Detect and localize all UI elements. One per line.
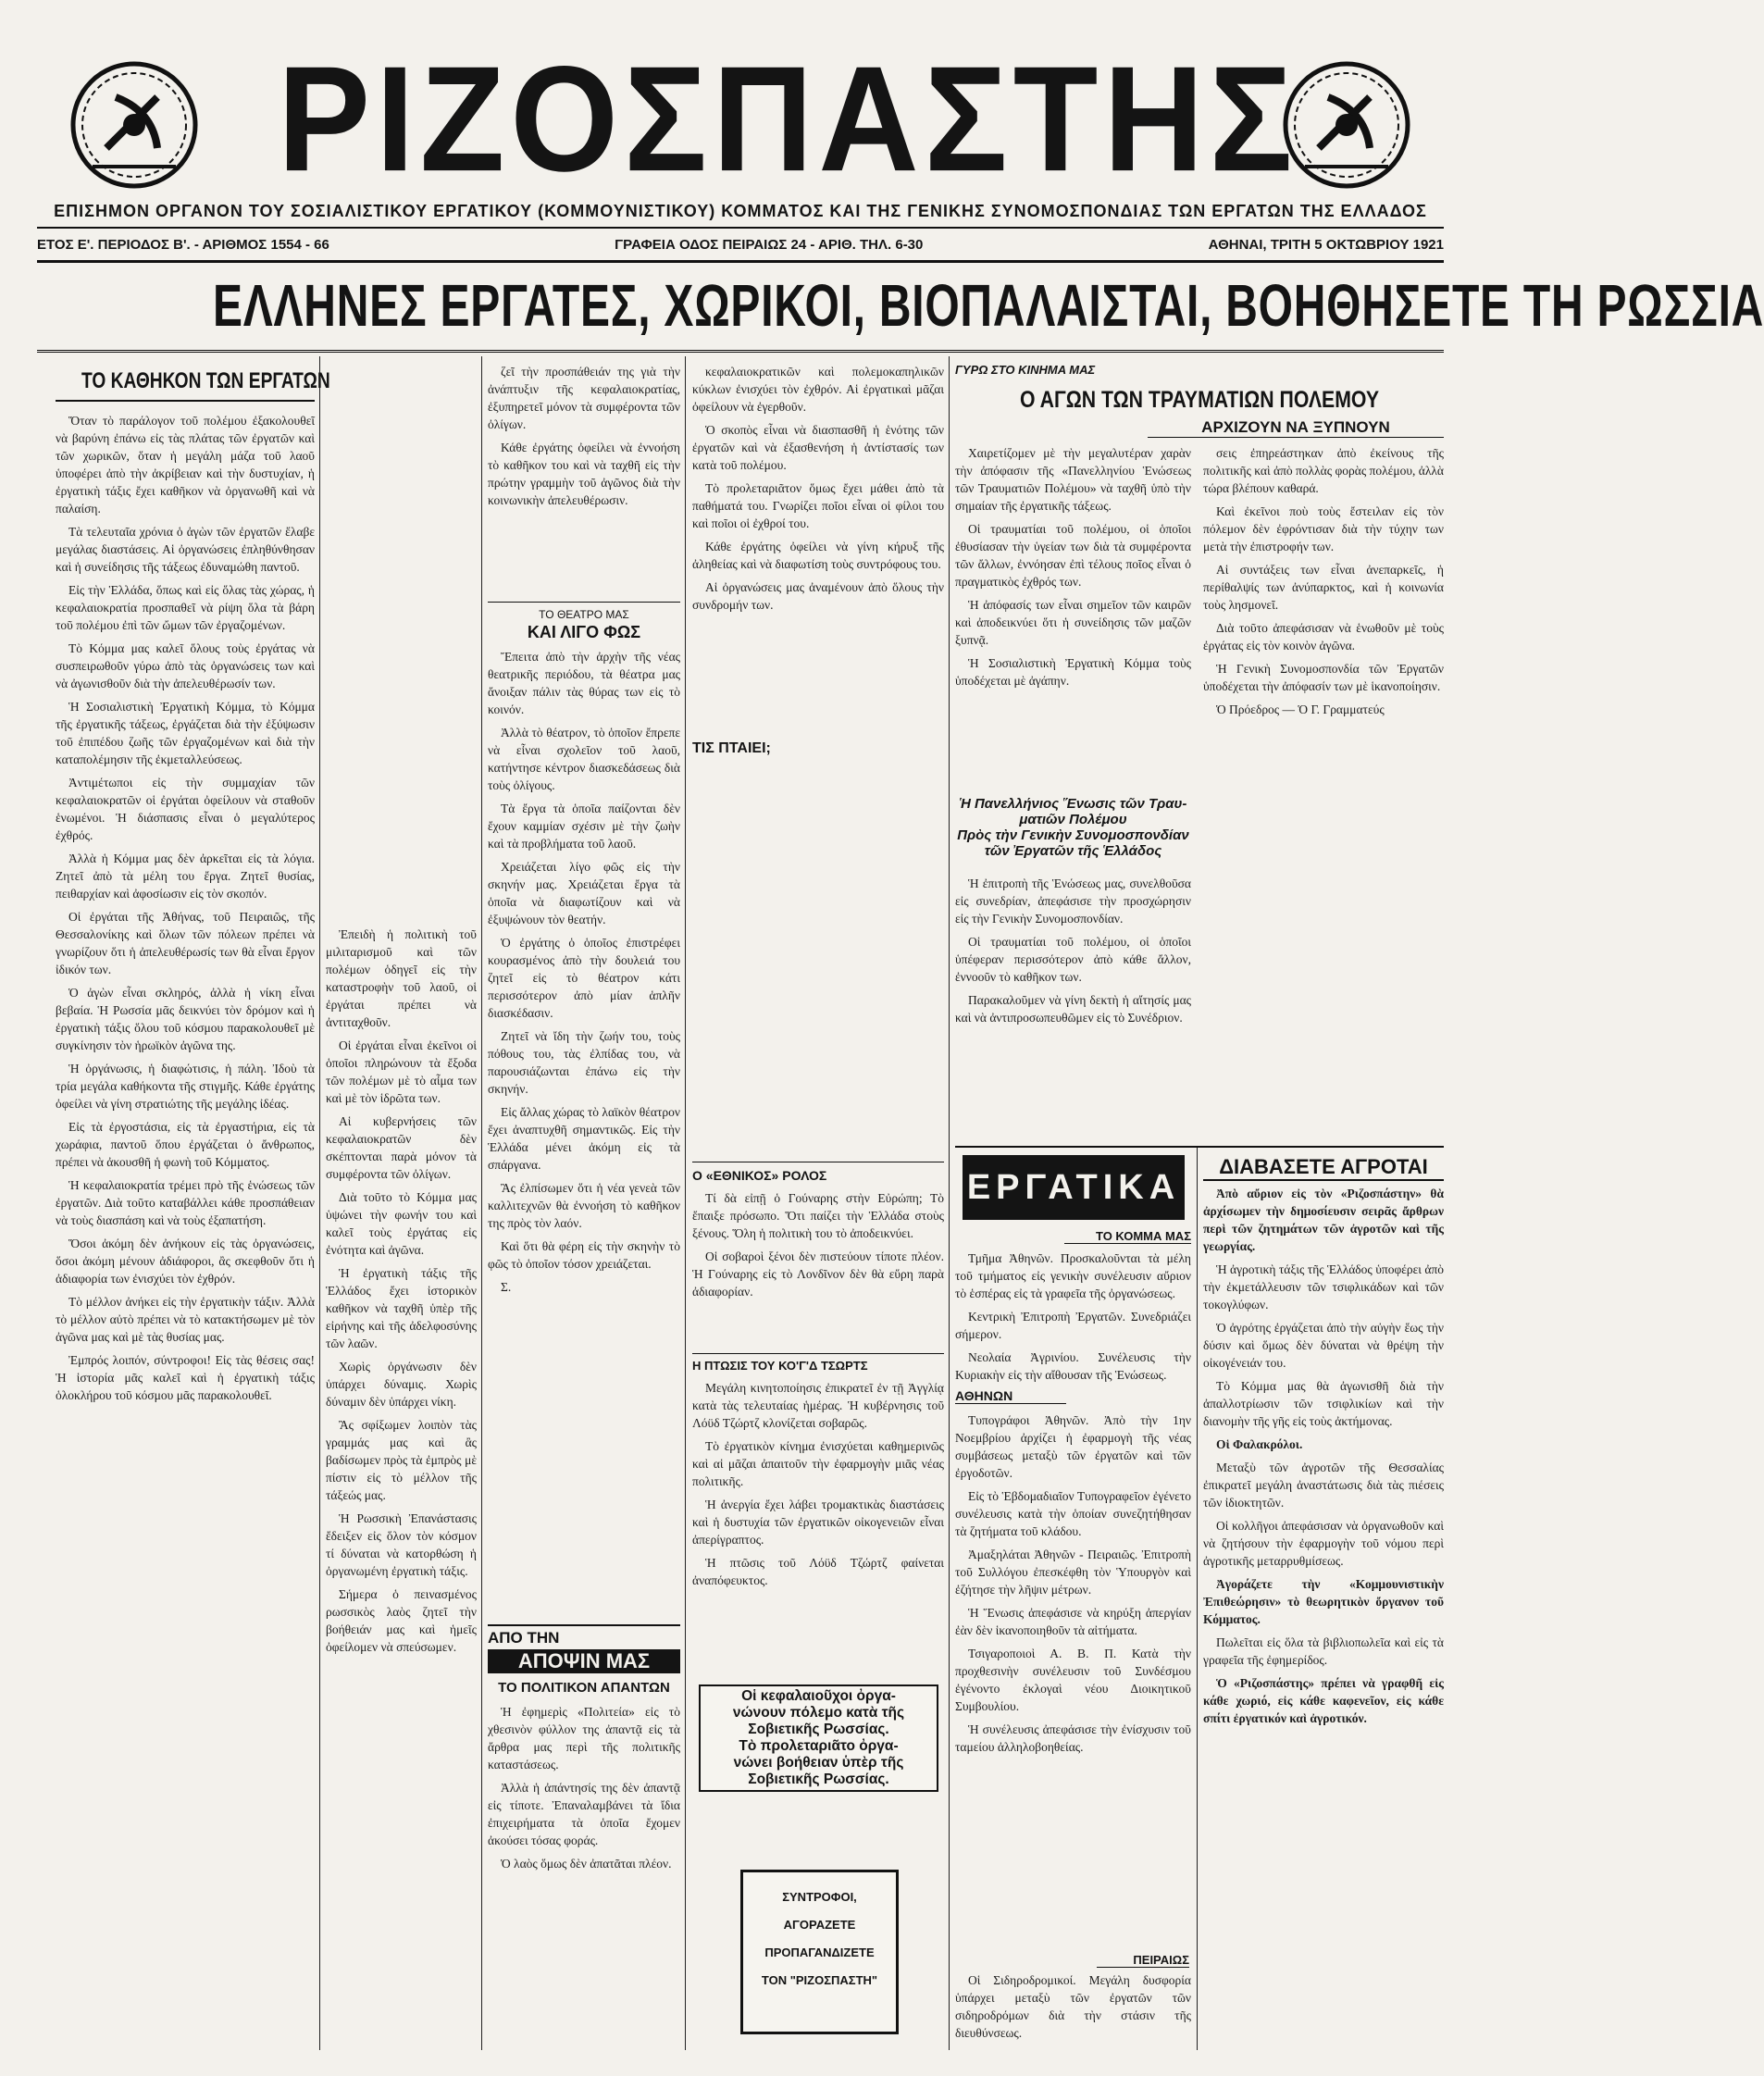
article-body-ethnikos: Τί δὰ εἰπῇ ὁ Γούναρης στὴν Εὐρώπη; Τὸ ἔπαιξε πρόσωπο. Ὅτι παίζει τὴν Ἑλλάδα στοὺς ξένους. Ὅλη ἡ πολιτικὴ του τὸ ἀποδεικνύει. Οἱ σοβαροὶ ξένοι δὲν πιστεύουν τίποτε πλέον. Ἡ Γούναρης εἰς τὸ Λονδῖνον δὲν θὰ εὕρη παρὰ ἀδιαφορίαν.	[692, 1191, 944, 1299]
box-line: ΤΟΝ "ΡΙΖΟΣΠΑΣΤΗ"	[761, 1973, 878, 1987]
athens-section-label: ΑΘΗΝΩΝ	[955, 1388, 1066, 1404]
box-line: ΠΡΟΠΑΓΑΝΔΙΖΕΤΕ	[764, 1945, 875, 1959]
capitalists-box	[699, 1684, 938, 1792]
column-divider	[481, 356, 482, 2050]
section-divider	[955, 1146, 1444, 1148]
title-underline	[56, 400, 315, 402]
theatre-kicker: ΤΟ ΘΕΑΤΡΟ ΜΑΣ	[539, 608, 629, 621]
ergatika-banner: ΕΡΓΑΤΙΚΑ	[963, 1155, 1185, 1220]
article-body-continued: ζεῖ τὴν προσπάθειάν της γιὰ τὴν ἀνάπτυξιν τῆς κεφαλαιοκρατίας, ἐξυπηρετεῖ μόνον τὰ συμφέροντα τῶν ὀλίγων. Κάθε ἐργάτης ὀφείλει νὰ ἐννοήση τὸ καθῆκον του καὶ νὰ ταχθῆ εἰς τὴν πρώτην γραμμὴν τοῦ ἀγῶνος διὰ τὴν κοινωνικὴν ἀπελευθέρωσιν.	[488, 365, 680, 507]
issue-number: ΕΤΟΣ Ε'. ΠΕΡΙΟΔΟΣ Β'. - ΑΡΙΘΜΟΣ 1554 - 66	[37, 236, 329, 253]
article-body-wounded: Χαιρετίζομεν μὲ τὴν μεγαλυτέραν χαρὰν τὴν ἀπόφασιν τῆς «Πανελληνίου Ἑνώσεως τῶν Τραυματιῶν Πολέμου» νὰ ταχθῆ ὑπὸ τὴν σημαίαν τῆς ἐργατικῆς τάξεως. Οἱ τραυματίαι τοῦ πολέμου, οἱ ὁποῖοι ἐθυσίασαν τὴν ὑγείαν των διὰ τὰ συμφέροντα τῶν ἄλλων, ἐννόησαν ἐπὶ τέλους ποῖος εἶναι ὁ πραγματικὸς ἐχθρός των. Ἡ ἀπόφασίς των εἶναι σημεῖον τῶν καιρῶν καὶ ἀποδεικνύει ὅτι ἡ συνείδησις τῶν μαζῶν ξυπνᾷ. Ἡ Σοσιαλιστικὴ Ἐργατικὴ Κόμμα τοὺς ὑποδέχεται μὲ ἀγάπην.	[955, 446, 1191, 688]
newspaper-title: ΡΙΖΟΣΠΑΣΤΗΣ	[278, 34, 1298, 203]
headline-divider	[37, 350, 1444, 353]
article-title-duty: ΤΟ ΚΑΘΗΚΟΝ ΤΩΝ ΕΡΓΑΤΩΝ	[81, 368, 330, 393]
masthead-subtitle: ΕΠΙΣΗΜΟΝ ΟΡΓΑΝΟΝ ΤΟΥ ΣΟΣΙΑΛΙΣΤΙΚΟΥ ΕΡΓΑΤΙΚΟΥ (ΚΟΜΜΟΥΝΙΣΤΙΚΟΥ) ΚΟΜΜΑΤΟΣ ΚΑΙ ΤΗΣ ΓΕΝΙΚΗΣ ΣΥΝΟΜΟΣΠΟΝΔΙΑΣ ΤΩΝ ΕΡΓΑΤΩΝ ΤΗΣ ΕΛΛΑΔΟΣ	[54, 202, 1427, 220]
main-headline: ΕΛΛΗΝΕΣ ΕΡΓΑΤΕΣ, ΧΩΡΙΚΟΙ, ΒΙΟΠΑΛΑΙΣΤΑΙ, ΒΟΗΘΗΣΕΤΕ ΤΗ ΡΩΣΣΙΑ	[213, 272, 1764, 339]
box-line: νώνουν πόλεμο κατὰ τῆς	[732, 1705, 905, 1721]
farmers-title: ΔΙΑΒΑΣΕΤΕ ΑΓΡΟΤΑΙ	[1203, 1155, 1444, 1181]
article-body-wounded-right: σεις ἐπηρεάστηκαν ἀπὸ ἐκείνους τῆς πολιτικῆς καὶ ἀπὸ πολλὰς φορὰς πολέμου, ἀλλὰ τώρα βλέπουν καθαρά. Καὶ ἐκεῖνοι ποὺ τοὺς ἔστειλαν εἰς τὸν πόλεμον δὲν ἐφρόντισαν διὰ τὴν τύχην των μετὰ τὴν ἐπιστροφήν των. Αἱ συντάξεις των εἶναι ἀνεπαρκεῖς, ἡ περίθαλψίς των ἀνύπαρκτος, καὶ ἡ κοινωνία τοὺς λησμονεῖ. Διὰ τοῦτο ἀπεφάσισαν νὰ ἑνωθοῦν μὲ τοὺς ἐργάτας εἰς τὸν κοινὸν ἀγῶνα. Ἡ Γενικὴ Συνομοσπονδία τῶν Ἐργατῶν ὑποδέχεται τὴν ἀπόφασίν των μὲ ἱκανοποίησιν. Ὁ Πρόεδρος — Ὁ Γ. Γραμματεύς	[1203, 446, 1444, 716]
issue-date: ΑΘΗΝΑΙ, ΤΡΙΤΗ 5 ΟΚΤΩΒΡΙΟΥ 1921	[1208, 236, 1444, 253]
issue-info-bar	[37, 227, 1444, 263]
tonight-title: ΤΟ ΠΟΛΙΤΙΚΟΝ ΑΠΑΝΤΩΝ	[498, 1680, 670, 1696]
union-heading	[955, 796, 1191, 859]
piraeus-section-label: ΠΕΙΡΑΙΩΣ	[1097, 1953, 1189, 1968]
box-line: νώνει βοήθειαν ὑπὲρ τῆς	[733, 1755, 904, 1771]
union-line: Πρὸς τὴν Γενικὴν Συνομοσπονδίαν	[957, 827, 1189, 843]
article-divider	[488, 1624, 680, 1626]
article-divider	[692, 1353, 944, 1354]
union-line: Ἡ Πανελλήνιος Ἕνωσις τῶν Τραυ-	[959, 796, 1187, 812]
article-body-theatre: Ἔπειτα ἀπὸ τὴν ἀρχὴν τῆς νέας θεατρικῆς περιόδου, τὰ θέατρα μας ἄνοιξαν πάλιν τὰς θύρας των εἰς τὸ κοινόν. Ἀλλὰ τὸ θέατρον, τὸ ὁποῖον ἔπρεπε νὰ εἶναι σχολεῖον τοῦ λαοῦ, κατήντησε κέντρον διασκεδάσεως διὰ τοὺς ὀλίγους. Τὰ ἔργα τὰ ὁποῖα παίζονται δὲν ἔχουν καμμίαν σχέσιν μὲ τὴν ζωὴν καὶ τὰ προβλήματα τοῦ λαοῦ. Χρειάζεται λίγο φῶς εἰς τὴν σκηνήν μας. Χρειάζεται ἔργα τὰ ὁποῖα νὰ διαφωτίζουν καὶ νὰ ἐξυψώνουν τὸν θεατήν. Ὁ ἐργάτης ὁ ὁποῖος ἐπιστρέφει κουρασμένος ἀπὸ τὴν δουλειά του ζητεῖ εἰς τὸ θέατρον κάτι περισσότερον ἀπὸ μίαν ἁπλῆν διασκέδασιν. Ζητεῖ νὰ ἴδη τὴν ζωήν του, τοὺς πόθους του, τὰς ἐλπίδας του, νὰ παρουσιάζωνται ἐπάνω εἰς τὴν σκηνήν. Εἰς ἄλλας χώρας τὸ λαϊκὸν θέατρον ἔχει ἀναπτυχθῆ σημαντικῶς. Εἰς τὴν Ἑλλάδα μένει ἀκόμη εἰς τὰ σπάργανα. Ἂς ἐλπίσωμεν ὅτι ἡ νέα γενεὰ τῶν καλλιτεχνῶν θὰ ἐννοήση τὸ καθῆκον της πρὸς τὸν λαόν. Καὶ ὅτι θὰ φέρη εἰς τὴν σκηνὴν τὸ φῶς τὸ ὁποῖον τόσον χρειάζεται. Σ.	[488, 650, 680, 1294]
buy-promote-box	[740, 1870, 899, 2034]
article-body-party-news: Τμῆμα Ἀθηνῶν. Προσκαλοῦνται τὰ μέλη τοῦ τμήματος εἰς γενικὴν συνέλευσιν αὔριον τὸ ἑσπέρας εἰς τὰ γραφεῖα τῆς ὀργανώσεως. Κεντρικὴ Ἐπιτροπὴ Ἐργατῶν. Συνεδριάζει σήμερον. Νεολαία Ἀγρινίου. Συνέλευσις τὴν Κυριακὴν εἰς τὴν αἴθουσαν τῆς Ἑνώσεως.	[955, 1251, 1191, 1382]
box-line: Σοβιετικῆς Ρωσσίας.	[748, 1722, 889, 1737]
article-divider	[488, 602, 680, 603]
box-line: Οἱ κεφαλαιοῦχοι ὀργα-	[741, 1688, 896, 1704]
tonight-label: ΑΠΟ ΤΗΝ	[488, 1629, 560, 1647]
wounded-title: Ο ΑΓΩΝ ΤΩΝ ΤΡΑΥΜΑΤΙΩΝ ΠΟΛΕΜΟΥ	[1019, 387, 1380, 413]
box-line: Τὸ προλεταριᾶτο ὀργα-	[739, 1738, 899, 1754]
movement-kicker: ΓΥΡΩ ΣΤΟ ΚΙΝΗΜΑ ΜΑΣ	[955, 363, 1096, 377]
who-title: ΤΙΣ ΠΤΑΙΕΙ;	[692, 740, 771, 756]
article-body-piraeus: Οἱ Σιδηροδρομικοί. Μεγάλη δυσφορία ὑπάρχει μεταξὺ τῶν ἐργατῶν τῶν σιδηροδρόμων διὰ τὴν στάσιν τῆς διευθύνσεως.	[955, 1973, 1191, 2040]
column-divider	[949, 356, 950, 2050]
tonight-banner: ΑΠΟΨΙΝ ΜΑΣ	[488, 1649, 680, 1673]
union-line: τῶν Ἐργατῶν τῆς Ἑλλάδος	[984, 843, 1162, 859]
office-address: ΓΡΑΦΕΙΑ ΟΔΟΣ ΠΕΙΡΑΙΩΣ 24 - ΑΡΙΘ. ΤΗΛ. 6-30	[615, 236, 924, 253]
article-body-george: Μεγάλη κινητοποίησις ἐπικρατεῖ ἐν τῇ Ἀγγλίᾳ κατὰ τὰς τελευταίας ἡμέρας. Ἡ κυβέρνησις τοῦ Λόϋδ Τζώρτζ κλονίζεται σοβαρῶς. Τὸ ἐργατικὸν κίνημα ἐνισχύεται καθημερινῶς καὶ αἱ μᾶζαι ἀπαιτοῦν τὴν ἐφαρμογὴν μιᾶς νέας πολιτικῆς. Ἡ ἀνεργία ἔχει λάβει τρομακτικὰς διαστάσεις καὶ ἡ δυστυχία τῶν ἐργατικῶν οἰκογενειῶν εἶναι ἀπερίγραπτος. Ἡ πτῶσις τοῦ Λόϋδ Τζώρτζ φαίνεται ἀναπόφευκτος.	[692, 1381, 944, 1587]
article-body-union: Ἡ ἐπιτροπὴ τῆς Ἑνώσεως μας, συνελθοῦσα εἰς συνεδρίαν, ἀπεφάσισε τὴν προσχώρησιν εἰς τὴν Γενικὴν Συνομοσπονδίαν. Οἱ τραυματίαι τοῦ πολέμου, οἱ ὁποῖοι ὑπέφεραν περισσότερον ἀπὸ κάθε ἄλλον, ἐννοοῦν τὸ καθῆκον των. Παρακαλοῦμεν νὰ γίνη δεκτὴ ἡ αἴτησίς μας καὶ νὰ ἀντιπροσωπευθῶμεν εἰς τὸ Συνέδριον.	[955, 876, 1191, 1025]
article-body-duty: Ὅταν τὸ παράλογον τοῦ πολέμου ἐξακολουθεῖ νὰ βαρύνη ἐπάνω εἰς τὰς πλάτας τῶν ἐργατῶν καὶ τῶν χωρικῶν, ὅταν ἡ μεγάλη μάζα τοῦ λαοῦ ὑποφέρει ἀπὸ τὴν ἀκρίβειαν καὶ τὴν δυστυχίαν, ἡ ἐργατικὴ τάξις ἔχει καθῆκον νὰ ὀργανωθῆ καὶ νὰ παλαίση. Τὰ τελευταῖα χρόνια ὁ ἀγὼν τῶν ἐργατῶν ἔλαβε μεγάλας διαστάσεις. Αἱ ὀργανώσεις ἐπληθύνθησαν καὶ ἡ συνείδησις τῆς τάξεως ἐδυναμώθη παντοῦ. Εἰς τὴν Ἑλλάδα, ὅπως καὶ εἰς ὅλας τὰς χώρας, ἡ κεφαλαιοκρατία προσπαθεῖ νὰ ρίψη ὅλα τὰ βάρη τοῦ πολέμου ἐπὶ τῶν ὤμων τῶν ἐργαζομένων. Τὸ Κόμμα μας καλεῖ ὅλους τοὺς ἐργάτας νὰ συσπειρωθοῦν γύρω ἀπὸ τὰς ὀργανώσεις των καὶ νὰ ἀγωνισθοῦν διὰ τὴν ἀπελευθέρωσίν των. Ἡ Σοσιαλιστικὴ Ἐργατικὴ Κόμμα, τὸ Κόμμα τῆς ἐργατικῆς τάξεως, ἐργάζεται διὰ τὴν ἐξύψωσιν τοῦ ἐπιπέδου ζωῆς τῶν ἐργαζομένων καὶ διὰ τὴν καταπολέμησιν τῆς ἐκμεταλλεύσεως. Ἀντιμέτωποι εἰς τὴν συμμαχίαν τῶν κεφαλαιοκρατῶν οἱ ἐργάται ὀφείλουν νὰ σταθοῦν ἑνωμένοι. Ἡ διάσπασις εἶναι ὁ μεγαλύτερος ἐχθρός. Ἀλλὰ ἡ Κόμμα μας δὲν ἀρκεῖται εἰς τὰ λόγια. Ζητεῖ ἀπὸ τὰ μέλη του ἔργα. Ζητεῖ θυσίας, πειθαρχίαν καὶ ἀφοσίωσιν εἰς τὸν σκοπόν. Οἱ ἐργάται τῆς Ἀθήνας, τοῦ Πειραιῶς, τῆς Θεσσαλονίκης καὶ ὅλων τῶν πόλεων πρέπει νὰ γνωρίζουν ὅτι ἡ ἀπελευθέρωσίς των θὰ εἶναι ἔργον ἰδικόν των. Ὁ ἀγὼν εἶναι σκληρός, ἀλλὰ ἡ νίκη εἶναι βεβαία. Ἡ Ρωσσία μᾶς δεικνύει τὸν δρόμον καὶ ἡ ἐργατικὴ τάξις ὅλου τοῦ κόσμου παρακολουθεῖ μὲ συγκίνησιν τὸν ἡρωϊκὸν ἀγῶνα της. Ἡ ὀργάνωσις, ἡ διαφώτισις, ἡ πάλη. Ἰδοὺ τὰ τρία μεγάλα καθήκοντα τῆς στιγμῆς. Κάθε ἐργάτης ὀφείλει νὰ γίνη στρατιώτης τῆς μεγάλης ἰδέας. Εἰς τὰ ἐργοστάσια, εἰς τὰ ἐργαστήρια, εἰς τὰ χωράφια, παντοῦ ὅπου ἐργάζεται ὁ ἄνθρωπος, πρέπει νὰ ἀκουσθῆ ἡ φωνὴ τοῦ Κόμματος. Ἡ κεφαλαιοκρατία τρέμει πρὸ τῆς ἑνώσεως τῶν ἐργατῶν. Διὰ τοῦτο καταβάλλει κάθε προσπάθειαν νὰ τοὺς διασπάση καὶ νὰ τοὺς ἐξαπατήση. Ὅσοι ἀκόμη δὲν ἀνήκουν εἰς τὰς ὀργανώσεις, ὅσοι ἀκόμη μένουν ἀδιάφοροι, ἂς σκεφθοῦν ὅτι ἡ ἀδιαφορία των ἐνισχύει τὸν ἐχθρόν. Τὸ μέλλον ἀνήκει εἰς τὴν ἐργατικὴν τάξιν. Ἀλλὰ τὸ μέλλον αὐτὸ πρέπει νὰ τὸ κατακτήσωμεν μὲ τὸν ἀγῶνα μας καὶ μὲ τὰς θυσίας μας. Ἐμπρός λοιπόν, σύντροφοι! Εἰς τὰς θέσεις σας! Ἡ ἱστορία μᾶς καλεῖ καὶ ἡ ἐργατικὴ τάξις ὁλοκλήρου τοῦ κόσμου μᾶς παρακολουθεῖ.	[56, 414, 315, 1402]
article-body-continued: Ἐπειδὴ ἡ πολιτικὴ τοῦ μιλιταρισμοῦ καὶ τῶν πολέμων ὁδηγεῖ εἰς τὴν καταστροφὴν τοῦ λαοῦ, οἱ ἐργάται πρέπει νὰ ἀντιταχθοῦν. Οἱ ἐργάται εἶναι ἐκεῖνοι οἱ ὁποῖοι πληρώνουν τὰ ἔξοδα τῶν πολέμων μὲ τὸ αἷμα των καὶ μὲ τὸν ἱδρῶτα των. Αἱ κυβερνήσεις τῶν κεφαλαιοκρατῶν δὲν σκέπτονται παρὰ μόνον τὰ συμφέροντα τῶν ὀλίγων. Διὰ τοῦτο τὸ Κόμμα μας ὑψώνει τὴν φωνήν του καὶ καλεῖ τοὺς ἐργάτας εἰς ἐνότητα καὶ ἀγῶνα. Ἡ ἐργατικὴ τάξις τῆς Ἑλλάδος ἔχει ἱστορικὸν καθῆκον νὰ ταχθῆ ὑπὲρ τῆς εἰρήνης καὶ τῆς ἀδελφοσύνης τῶν λαῶν. Χωρὶς ὀργάνωσιν δὲν ὑπάρχει δύναμις. Χωρὶς δύναμιν δὲν ὑπάρχει νίκη. Ἂς σφίξωμεν λοιπὸν τὰς γραμμάς μας καὶ ἂς βαδίσωμεν πρὸς τὰ ἐμπρὸς μὲ πίστιν εἰς τὸ μέλλον τῆς τάξεώς μας. Ἡ Ρωσσικὴ Ἐπανάστασις ἔδειξεν εἰς ὅλον τὸν κόσμον τί δύναται νὰ κατορθώση ἡ ὀργανωμένη ἐργατικὴ τάξις. Σήμερα ὁ πεινασμένος ρωσσικὸς λαὸς ζητεῖ τὴν βοήθειάν μας καὶ ἡμεῖς ὀφείλομεν νὰ σπεύσωμεν.	[326, 927, 477, 1654]
article-body-continued: κεφαλαιοκρατικῶν καὶ πολεμοκαπηλικῶν κύκλων ἐνισχύει τὸν ἐχθρόν. Αἱ ἐργατικαὶ μᾶζαι ὀφείλουν νὰ ἐγερθοῦν. Ὁ σκοπὸς εἶναι νὰ διασπασθῆ ἡ ἑνότης τῶν ἐργατῶν καὶ νὰ ἐξασθενήση ἡ ἀντίστασίς των κατὰ τοῦ πολέμου. Τὸ προλεταριᾶτον ὅμως ἔχει μάθει ἀπὸ τὰ παθήματά του. Γνωρίζει ποῖοι εἶναι οἱ φίλοι του καὶ ποῖοι οἱ ἐχθροί του. Κάθε ἐργάτης ὀφείλει νὰ γίνη κήρυξ τῆς ἀληθείας καὶ νὰ διαφωτίση τοὺς συντρόφους του. Αἱ ὀργανώσεις μας ἀναμένουν ἀπὸ ὅλους τὴν συνδρομήν των.	[692, 365, 944, 612]
column-divider	[319, 356, 320, 2050]
union-line: ματιῶν Πολέμου	[1019, 812, 1127, 827]
wounded-subtitle: ΑΡΧΙΖΟΥΝ ΝΑ ΞΥΠΝΟΥΝ	[1148, 418, 1444, 438]
column-divider	[685, 356, 686, 2050]
george-title: Η ΠΤΩΣΙΣ ΤΟΥ ΚΟ'Γ'Δ ΤΣΩΡΤΣ	[692, 1359, 868, 1373]
box-line: ΣΥΝΤΡΟΦΟΙ,	[782, 1890, 857, 1904]
box-line: ΑΓΟΡΑΖΕΤΕ	[783, 1918, 856, 1932]
article-body-tonight: Ἡ ἐφημερὶς «Πολιτεία» εἰς τὸ χθεσινὸν φύλλον της ἀπαντᾷ εἰς τὰ ἄρθρα μας περὶ τῆς πολιτικῆς καταστάσεως. Ἀλλὰ ἡ ἀπάντησίς της δὲν ἀπαντᾷ εἰς τίποτε. Ἐπαναλαμβάνει τὰ ἴδια ἐπιχειρήματα τὰ ὁποῖα ἔχομεν ἀκούσει τόσας φοράς. Ὁ λαὸς ὅμως δὲν ἀπατᾶται πλέον.	[488, 1705, 680, 1871]
theatre-title: ΚΑΙ ΛΙΓΟ ΦΩΣ	[527, 623, 641, 641]
article-body-farmers: Ἀπὸ αὔριον εἰς τὸν «Ριζοσπάστην» θὰ ἀρχίσωμεν τὴν δημοσίευσιν σειρᾶς ἄρθρων περὶ τῶν ζητημάτων τῶν ἀγροτῶν καὶ τῆς γεωργίας. Ἡ ἀγροτικὴ τάξις τῆς Ἑλλάδος ὑποφέρει ἀπὸ τὴν ἐκμετάλλευσιν τῶν τσιφλικάδων καὶ τῶν τοκογλύφων. Ὁ ἀγρότης ἐργάζεται ἀπὸ τὴν αὐγὴν ἕως τὴν δύσιν καὶ ὅμως δὲν δύναται νὰ θρέψη τὴν οἰκογένειάν του. Τὸ Κόμμα μας θὰ ἀγωνισθῆ διὰ τὴν ἀπαλλοτρίωσιν τῶν τσιφλικίων καὶ τὴν διανομὴν τῆς γῆς εἰς τοὺς ἀκτήμονας. Οἱ Φαλακρόλοι. Μεταξὺ τῶν ἀγροτῶν τῆς Θεσσαλίας ἐπικρατεῖ μεγάλη ἀναστάτωσις διὰ τὰς πιέσεις τῶν ἰδιοκτητῶν. Οἱ κολλῆγοι ἀπεφάσισαν νὰ ὀργανωθοῦν καὶ νὰ ζητήσουν τὴν ἐφαρμογὴν τοῦ νόμου περὶ ἀγροτικῆς μεταρρυθμίσεως. Ἀγοράζετε τὴν «Κομμουνιστικὴν Ἐπιθεώρησιν» τὸ θεωρητικὸν ὄργανον τοῦ Κόμματος. Πωλεῖται εἰς ὅλα τὰ βιβλιοπωλεῖα καὶ εἰς τὰ γραφεῖα τῆς ἐφημερίδος. Ὁ «Ριζοσπάστης» πρέπει νὰ γραφθῆ εἰς κάθε χωριό, εἰς κάθε καφενεῖον, εἰς κάθε σπίτι ἐργατικόν καὶ ἀγροτικόν.	[1203, 1187, 1444, 1725]
party-emblem-left	[65, 56, 204, 194]
ethnikos-title: Ο «ΕΘΝΙΚΟΣ» ΡΟΛΟΣ	[692, 1168, 827, 1183]
column-divider	[1197, 1148, 1198, 2050]
article-body-athens: Τυπογράφοι Ἀθηνῶν. Ἀπὸ τὴν 1ην Νοεμβρίου ἀρχίζει ἡ ἐφαρμογὴ τῆς νέας συμβάσεως μεταξὺ τῶν ἐργατῶν καὶ τῶν ἐργοδοτῶν. Εἰς τὸ Ἑβδομαδιαῖον Τυπογραφεῖον ἐγένετο συνέλευσις κατὰ τὴν ὁποίαν συνεζητήθησαν τὰ ζητήματα τοῦ κλάδου. Ἀμαξηλάται Ἀθηνῶν - Πειραιῶς. Ἐπιτροπὴ τοῦ Συλλόγου ἐπεσκέφθη τὸν Ὑπουργὸν καὶ ἐζήτησε τὴν λῆψιν μέτρων. Ἡ Ἕνωσις ἀπεφάσισε νὰ κηρύξη ἀπεργίαν ἐὰν δὲν ἱκανοποιηθοῦν τὰ αἰτήματα. Τσιγαροποιοὶ Α. Β. Π. Κατὰ τὴν προχθεσινὴν συνέλευσιν τοῦ Συνδέσμου ἐγένοντο ἐκλογαὶ νέου Διοικητικοῦ Συμβουλίου. Ἡ συνέλευσις ἀπεφάσισε τὴν ἐνίσχυσιν τοῦ ταμείου ἀλληλοβοηθείας.	[955, 1413, 1191, 1754]
party-section-label: ΤΟ ΚΟΜΜΑ ΜΑΣ	[1064, 1229, 1191, 1244]
box-line: Σοβιετικῆς Ρωσσίας.	[748, 1771, 889, 1787]
